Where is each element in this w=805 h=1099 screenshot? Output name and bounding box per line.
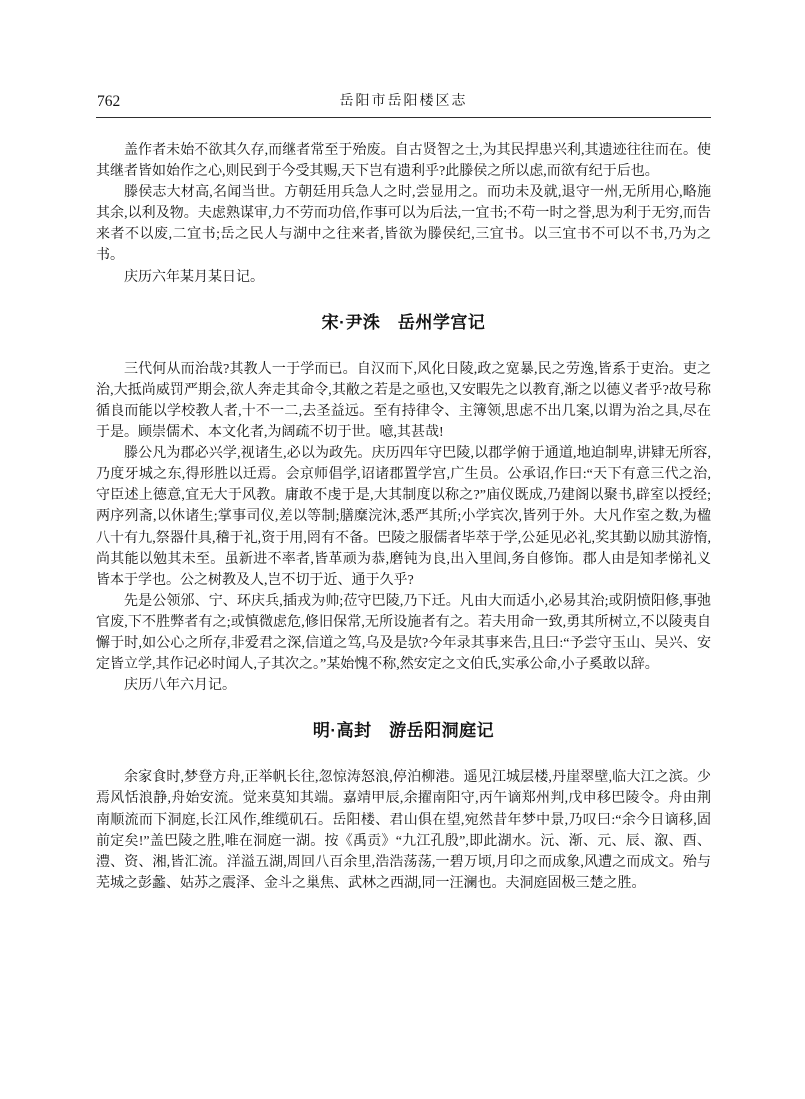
page-number: 762 [97, 93, 121, 110]
article-heading-dongtingji: 明·高封 游岳阳洞庭记 [312, 721, 495, 741]
paragraph-yanhongdi-2: 滕侯志大材高,名闻当世。方朝廷用兵急人之时,尝显用之。而功未及就,退守一州,无所用心,略施其余,以利及物。夫虑熟谋审,力不劳而功倍,作事可以为后法,一宜书;不苟一时之誉,思为利于无穷,而告来者不以废,二宜书;岳之民人与湖中之往来者,皆欲为滕侯纪,三宜书。以三宜书不可以不书,乃为之书。 [96, 185, 711, 264]
header-rule [96, 117, 711, 118]
paragraph-yanhongdi-1: 盖作者未始不欲其久存,而继者常至于殆废。自古贤智之士,为其民捍患兴利,其遗迹往往而在。使其继者皆如始作之心,则民到于今受其赐,天下岂有遗利乎?此滕侯之所以虑,而欲有纪于后也。 [96, 143, 711, 180]
paragraph-xuegongji-date: 庆历八年六月记。 [124, 678, 236, 694]
paragraph-xuegongji-3: 先是公领邠、宁、环庆兵,插戎为帅;莅守巴陵,乃下迁。凡由大而适小,必易其治;或阴愤阳修,事弛官废,下不胜弊者有之;或慎微虑危,修旧保常,无所设施者有之。若夫用命一致,勇其所树立,不以陵夷自懈于时,如公心之所存,非爱君之深,信道之笃,乌及是欤?今年录其事来告,且曰:“予尝守玉山、吴兴、安定皆立学,其作记必时闻人,子其次之。”某始愧不称,然安定之文伯氏,实承公命,小子奚敢以辞。 [96, 593, 711, 673]
paragraph-xuegongji-1: 三代何从而治哉?其教人一于学而已。自汉而下,风化日陵,政之宽暴,民之劳逸,皆系于吏治。吏之治,大抵尚威罚严期会,欲人奔走其命令,其敝之若是之亟也,又安暇先之以教育,渐之以德义者乎?故号称循良而能以学校教人者,十不一二,去圣益远。至有持律令、主簿领,思虑不出几案,以谓为治之具,尽在于是。顾崇儒术、本文化者,为阔疏不切于世。噫,其甚哉! [96, 361, 711, 441]
page-body [96, 140, 711, 894]
paragraph-yanhongdi-date: 庆历六年某月某日记。 [124, 269, 264, 285]
paragraph-dongtingji-1: 余家食时,梦登方舟,正举帆长往,忽惊涛怒浪,停泊柳港。遥见江城层楼,丹崖翠壁,临大江之滨。少焉风恬浪静,舟始安流。觉来莫知其端。嘉靖甲辰,余擢南阳守,丙午谪郑州判,戊申移巴陵令。舟由荆南顺流而下洞庭,长江风作,维缆矶石。岳阳楼、君山俱在望,宛然昔年梦中景,乃叹曰:“余今日谪移,固前定矣!”盖巴陵之胜,唯在洞庭一湖。按《禹贡》“九江孔殷”,即此湖水。沅、渐、元、辰、溆、酉、澧、资、湘,皆汇流。洋溢五湖,周回八百余里,浩浩荡荡,一碧万顷,月印之而成象,风遭之而成文。殆与芜城之彭蠡、姑苏之震泽、金斗之巢焦、武林之西湖,同一汪澜也。夫洞庭固极三楚之胜。 [96, 770, 711, 891]
article-heading-xuegongji: 宋·尹洙 岳州学宫记 [321, 312, 486, 332]
page-header [96, 92, 711, 111]
paragraph-xuegongji-2: 滕公凡为郡必兴学,视诸生,必以为政先。庆历四年守巴陵,以郡学俯于通道,地迫制卑,讲肄无所容,乃度牙城之东,得形胜以迁焉。会京师倡学,诏诸郡置学宫,广生员。公承诏,作曰:“天下有意三代之治,守臣述上德意,宜无大于风教。庸敢不虔于是,大其制度以称之?”庙仪既成,乃建阁以聚书,辟室以授经;两序列斋,以休诸生;掌事司仪,差以等制;膳糜浣沐,悉严其所;小学宾次,皆列于外。大凡作室之数,为楹八十有九,祭器什具,稽于礼,资于用,罔有不备。巴陵之服儒者毕萃于学,公延见必礼,奖其勤以励其游惰,尚其能以勉其未至。虽新进不率者,皆革顽为恭,磨钝为良,出入里闾,务自修饰。郡人由是知孝悌礼义皆本于学也。公之树教及人,岂不切于近、通于久乎? [96, 446, 711, 588]
running-head-title: 岳阳市岳阳楼区志 [339, 94, 468, 109]
